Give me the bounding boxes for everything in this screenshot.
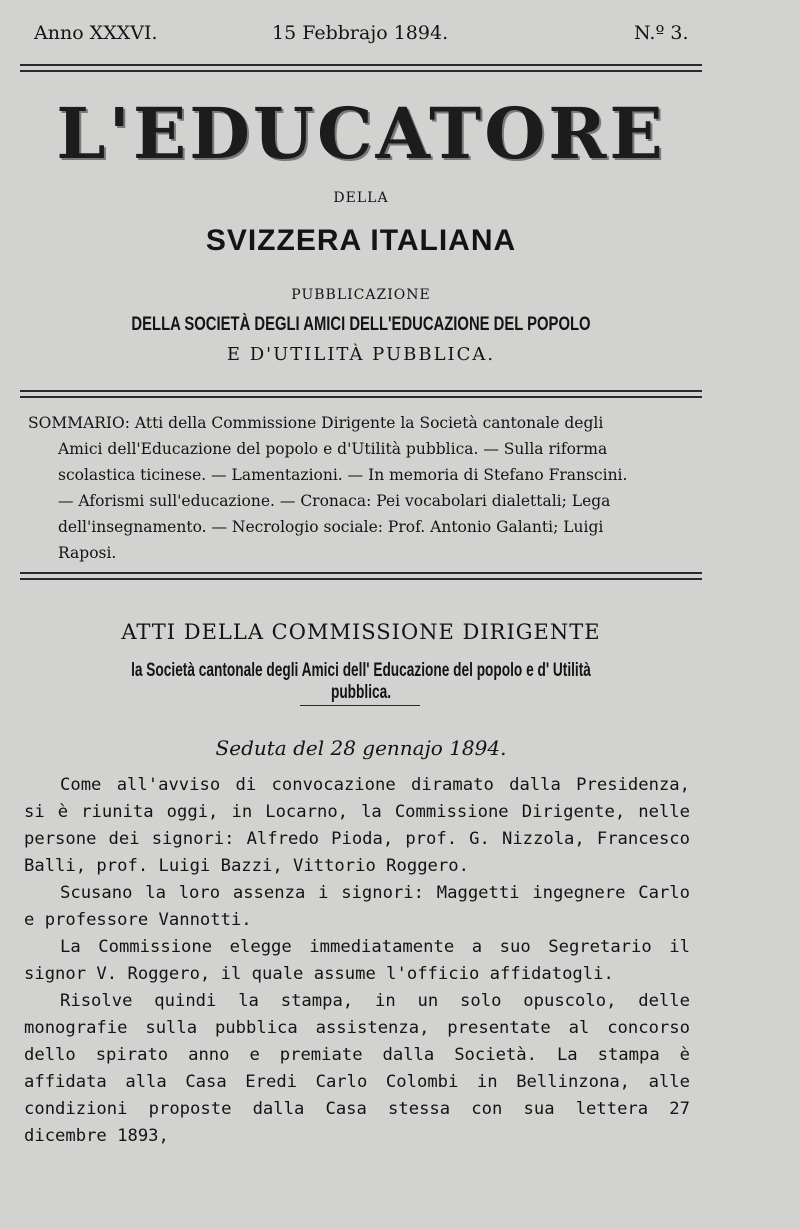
article-divider: [300, 705, 420, 706]
masthead-pubblicazione: PUBBLICAZIONE: [291, 287, 431, 303]
article-subtitle: la Società cantonale degli Amici dell' Educazione del popolo e d' Utilità pubblica.: [131, 660, 591, 703]
summary-line: Raposi.: [58, 544, 117, 562]
article-paragraph: Scusano la loro assenza i signori: Maggetti ingegnere Carlo e professore Vannotti.: [24, 883, 690, 930]
masthead-della: DELLA: [333, 190, 389, 206]
summary-line: Atti della Commissione Dirigente la Società cantonale degli: [134, 414, 604, 432]
article-paragraph: Come all'avviso di convocazione diramato dalla Presidenza, si è riunita oggi, in Locarno, la Commissione Dirigente, nelle persone dei signori: Alfredo Pioda, prof. G. Nizzola, Francesco Balli, prof. Luigi Bazzi, Vittorio Roggero.: [24, 775, 690, 876]
article-title: ATTI DELLA COMMISSIONE DIRIGENTE: [121, 620, 601, 644]
summary-line: scolastica ticinese. — Lamentazioni. — In memoria di Stefano Franscini.: [58, 466, 628, 484]
article-body: [24, 772, 690, 1150]
summary-line: — Aforismi sull'educazione. — Cronaca: Pei vocabolari dialettali; Lega: [58, 492, 611, 510]
issue-date: 15 Febbrajo 1894.: [272, 22, 449, 44]
summary-bottom-rule: [20, 572, 702, 580]
issue-number: N.º 3.: [634, 22, 689, 44]
masthead-subtitle: SVIZZERA ITALIANA: [205, 224, 517, 257]
summary-line: dell'insegnamento. — Necrologio sociale: Prof. Antonio Galanti; Luigi: [58, 518, 604, 536]
summary-label: SOMMARIO:: [28, 414, 130, 432]
issue-year: Anno XXXVI.: [34, 22, 158, 44]
article-paragraph: Risolve quindi la stampa, in un solo opuscolo, delle monografie sulla pubblica assistenza, presentate al concorso dello spirato anno e premiate dalla Società. La stampa è affidata alla Casa Eredi Carlo Colombi in Bellinzona, alle condizioni proposte dalla Casa stessa con sua lettera 27 dicembre 1893,: [24, 991, 690, 1146]
summary: [28, 410, 694, 566]
header-rule: [20, 64, 702, 72]
masthead-society: DELLA SOCIETÀ DEGLI AMICI DELL'EDUCAZIONE DEL POPOLO: [131, 314, 591, 335]
session-date: Seduta del 28 gennajo 1894.: [215, 736, 507, 760]
masthead-title: L'EDUCATORE: [56, 92, 666, 175]
masthead-utility: E D'UTILITÀ PUBBLICA.: [226, 344, 496, 365]
summary-line: Amici dell'Educazione del popolo e d'Utilità pubblica. — Sulla riforma: [58, 440, 608, 458]
article-paragraph: La Commissione elegge immediatamente a suo Segretario il signor V. Roggero, il quale assume l'officio affidatogli.: [24, 937, 690, 984]
summary-top-rule: [20, 390, 702, 398]
